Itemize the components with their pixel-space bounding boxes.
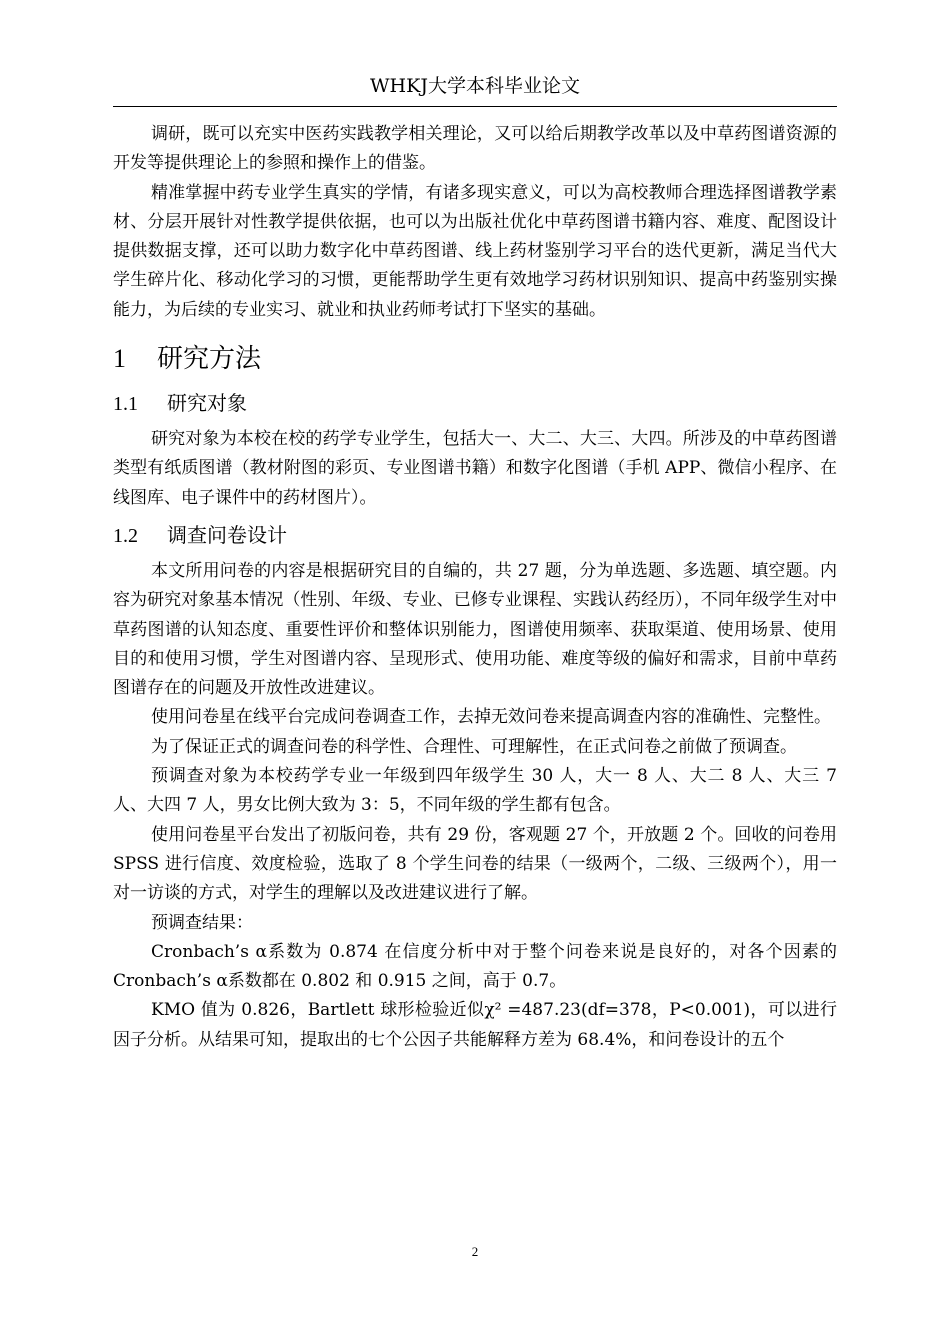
section-1-2-title: 调查问卷设计	[167, 522, 287, 547]
section-1-2-paragraph-2: 使用问卷星在线平台完成问卷调查工作，去掉无效问卷来提高调查内容的准确性、完整性。	[151, 707, 831, 728]
page-body	[113, 120, 837, 1055]
section-1-2-number: 1.2	[113, 524, 138, 547]
page-number: 2	[471, 1244, 479, 1259]
section-1-1-title: 研究对象	[167, 391, 247, 416]
intro-paragraph-1: 调研，既可以充实中医药实践教学相关理论，又可以给后期教学改革以及中草药图谱资源的开发等提供理论上的参照和操作上的借鉴。	[113, 124, 837, 174]
header-title: WHKJ大学本科毕业论文	[370, 75, 580, 97]
section-1-title: 研究方法	[157, 344, 262, 375]
section-1-2-paragraph-1: 本文所用问卷的内容是根据研究目的自编的，共 27 题，分为单选题、多选题、填空题。内容为研究对象基本情况（性别、年级、专业、已修专业课程、实践认药经历），不同年级学生对中草药图谱的认知态度、重要性评价和整体识别能力，图谱使用频率、获取渠道、使用场景、使用目的和使用习惯，学生对图谱内容、呈现形式、使用功能、难度等级的偏好和需求，目前中草药图谱存在的问题及开放性改进建议。	[113, 560, 837, 699]
section-1-heading	[113, 341, 837, 377]
section-1-1-heading	[113, 389, 837, 418]
section-1-2-paragraph-8: KMO 值为 0.826，Bartlett 球形检验近似χ² =487.23(df=378，P<0.001)，可以进行因子分析。从结果可知，提取出的七个公因子共能解释方差为 68.4%，和问卷设计的五个	[113, 1000, 837, 1050]
section-1-number: 1	[113, 344, 126, 374]
section-1-1-paragraph: 研究对象为本校在校的药学专业学生，包括大一、大二、大三、大四。所涉及的中草药图谱类型有纸质图谱（教材附图的彩页、专业图谱书籍）和数字化图谱（手机 APP、微信小程序、在线图库、电子课件中的药材图片）。	[113, 429, 837, 508]
section-1-1-number: 1.1	[113, 393, 138, 416]
intro-paragraph-2: 精准掌握中药专业学生真实的学情，有诸多现实意义，可以为高校教师合理选择图谱教学素材、分层开展针对性教学提供依据，也可以为出版社优化中草药图谱书籍内容、难度、配图设计提供数据支撑，还可以助力数字化中草药图谱、线上药材鉴别学习平台的迭代更新，满足当代大学生碎片化、移动化学习的习惯，更能帮助学生更有效地学习药材识别知识、提高中药鉴别实操能力，为后续的专业实习、就业和执业药师考试打下坚实的基础。	[113, 182, 837, 320]
section-1-2-paragraph-7: Cronbach’s α系数为 0.874 在信度分析中对于整个问卷来说是良好的，对各个因素的 Cronbach’s α系数都在 0.802 和 0.915 之间，高于 0.7。	[113, 941, 837, 992]
section-1-2-paragraph-5: 使用问卷星平台发出了初版问卷，共有 29 份，客观题 27 个，开放题 2 个。回收的问卷用 SPSS 进行信度、效度检验，选取了 8 个学生问卷的结果（一级两个，二级、三级两个），用一对一访谈的方式，对学生的理解以及改进建议进行了解。	[113, 824, 837, 904]
section-1-2-heading	[113, 521, 837, 550]
section-1-2-paragraph-6: 预调查结果：	[151, 912, 253, 933]
running-header	[113, 66, 837, 107]
section-1-2-paragraph-3: 为了保证正式的调查问卷的科学性、合理性、可理解性，在正式问卷之前做了预调查。	[151, 736, 797, 757]
section-1-2-paragraph-4: 预调查对象为本校药学专业一年级到四年级学生 30 人，大一 8 人、大二 8 人、大三 7 人、大四 7 人，男女比例大致为 3：5，不同年级的学生都有包含。	[113, 766, 837, 816]
